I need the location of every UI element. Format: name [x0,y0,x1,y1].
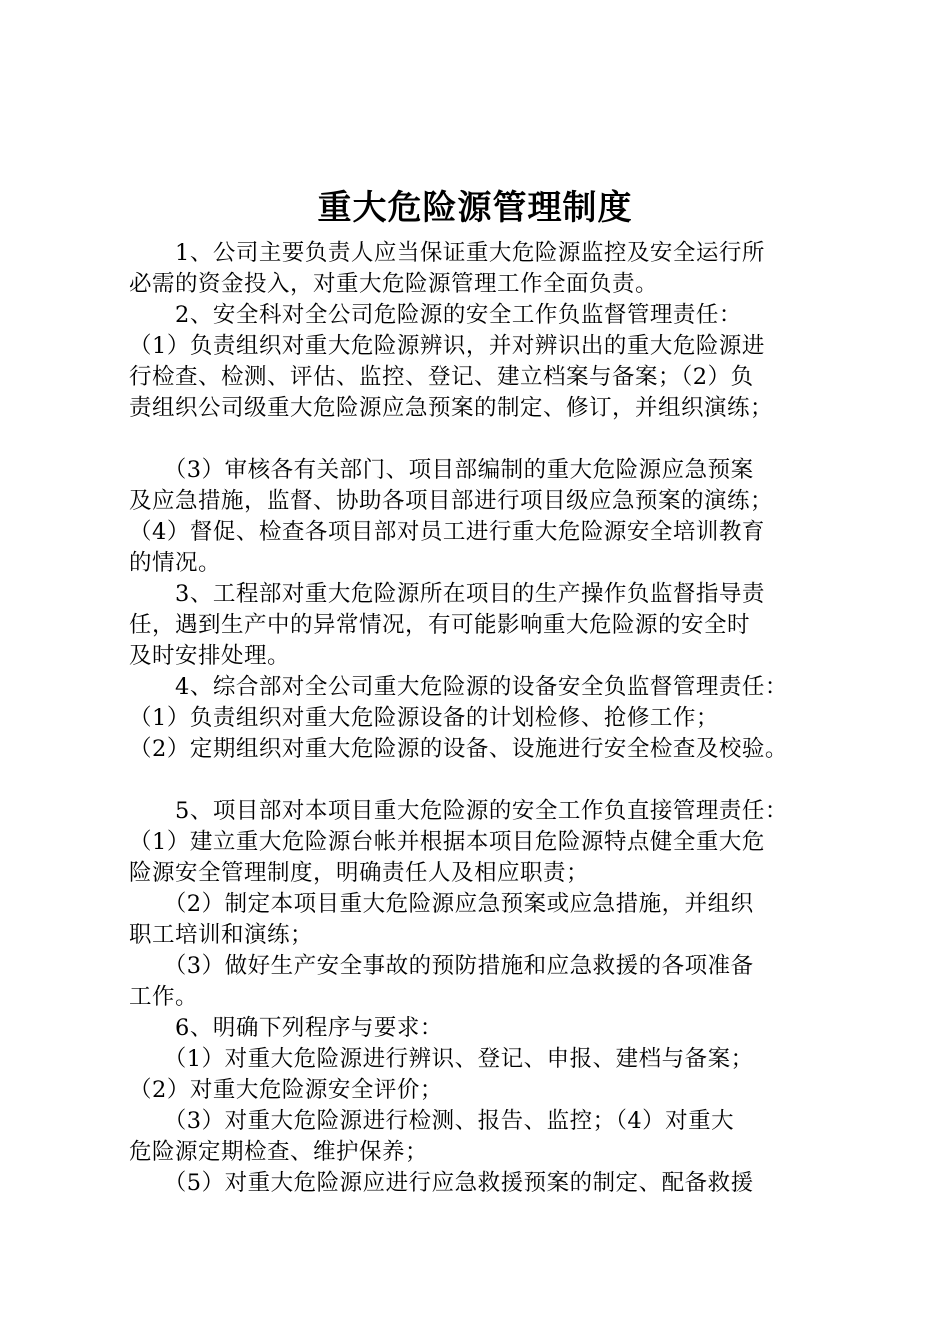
text-line: 5、项目部对本项目重大危险源的安全工作负直接管理责任： [129,798,788,824]
text-line: 6、明确下列程序与要求： [129,1015,443,1041]
text-line: 任，遇到生产中的异常情况，有可能影响重大危险源的安全时 [129,612,751,638]
text-line: （1）负责组织对重大危险源辨识，并对辨识出的重大危险源进 [129,333,765,359]
paragraph-gap [129,765,849,796]
text-line: 的情况。 [129,550,222,576]
text-line: 及时安排处理。 [129,643,291,669]
text-line: 2、安全科对全公司危险源的安全工作负监督管理责任： [129,302,742,328]
text-line: 行检查、检测、评估、监控、登记、建立档案与备案；（2）负 [129,364,754,390]
text-line: 职工培训和演练； [129,922,314,948]
text-line: （2）定期组织对重大危险源的设备、设施进行安全检查及校验。 [129,736,788,762]
text-line: 工作。 [129,984,199,1010]
text-line: （4）督促、检查各项目部对员工进行重大危险源安全培训教育 [129,519,765,545]
text-line: （3）做好生产安全事故的预防措施和应急救援的各项准备 [129,953,754,979]
text-line: 4、综合部对全公司重大危险源的设备安全负监督管理责任： [129,674,788,700]
text-line: （5）对重大危险源应进行应急救援预案的制定、配备救援 [129,1170,754,1196]
text-line: 及应急措施，监督、协助各项目部进行项目级应急预案的演练； [129,488,774,514]
paragraph-gap [129,424,849,455]
text-line: 1、公司主要负责人应当保证重大危险源监控及安全运行所 [129,240,765,266]
text-line: （1）对重大危险源进行辨识、登记、申报、建档与备案； [129,1046,754,1072]
text-line: （2）制定本项目重大危险源应急预案或应急措施，并组织 [129,891,754,917]
text-line: （3）对重大危险源进行检测、报告、监控；（4）对重大 [129,1108,735,1134]
text-line: 责组织公司级重大危险源应急预案的制定、修订，并组织演练； [129,395,774,421]
text-line: （1）建立重大危险源台帐并根据本项目危险源特点健全重大危 [129,829,765,855]
text-line: （3）审核各有关部门、项目部编制的重大危险源应急预案 [129,457,754,483]
text-line: 必需的资金投入，对重大危险源管理工作全面负责。 [129,271,659,297]
document-body [129,238,849,1199]
text-line: 险源安全管理制度，明确责任人及相应职责； [129,860,590,886]
text-line: （1）负责组织对重大危险源设备的计划检修、抢修工作； [129,705,719,731]
text-line: （2）对重大危险源安全评价； [129,1077,443,1103]
text-line: 3、工程部对重大危险源所在项目的生产操作负监督指导责 [129,581,765,607]
document-title: 重大危险源管理制度 [317,188,633,228]
text-line: 危险源定期检查、维护保养； [129,1139,429,1165]
